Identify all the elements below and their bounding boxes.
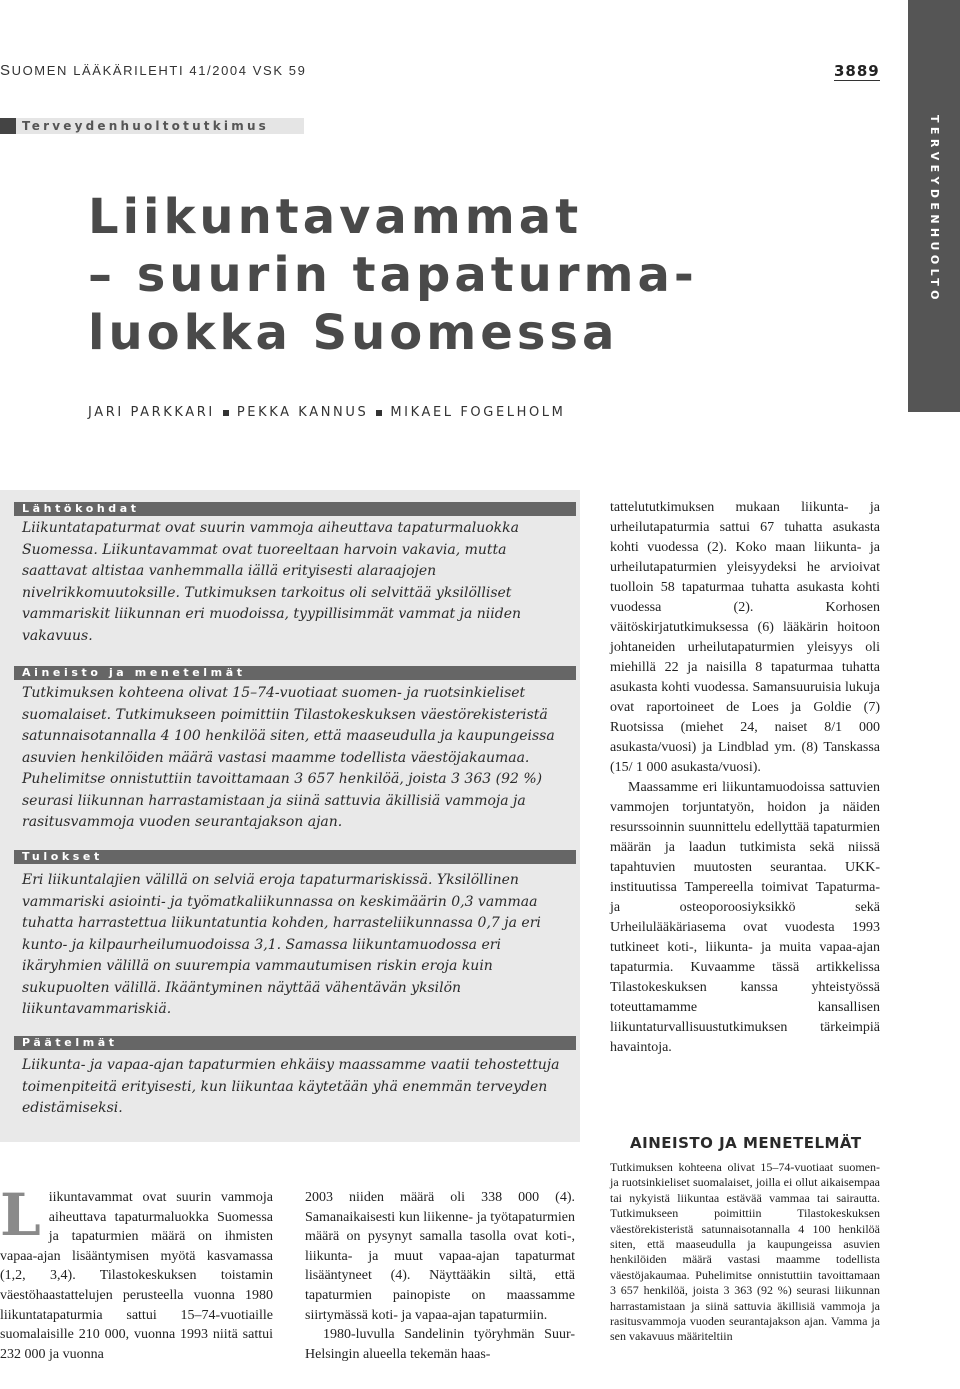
abstract-heading-methods: Aineisto ja menetelmät (14, 666, 576, 680)
side-tab-label: TERVEYDENHUOLTO (928, 114, 941, 304)
abstract-box (0, 490, 580, 1142)
title-line: – suurin tapaturma- (88, 247, 698, 303)
abstract-heading-results: Tulokset (14, 850, 576, 864)
author-list (88, 405, 565, 420)
author-name: PEKKA KANNUS (236, 405, 369, 420)
article-title (88, 188, 698, 362)
section-heading-methods: AINEISTO JA MENETELMÄT (630, 1134, 862, 1152)
side-tab (908, 0, 960, 412)
separator-square-icon (223, 410, 229, 416)
body-paragraph: tattelututkimuksen mukaan liikunta- ja urheilutapaturmia sattui 67 tuhatta asukasta kohti vuodessa (2). Koko maan liikunta- ja urheilutapaturmien yleisyydeksi he arvioivat tuolloin 58 tapaturmaa tuhatta asukasta kohti vuodessa (2). Korhosen väitöskirjatutkimuksessa (6) lääkärin hoitoon johtaneiden urheilutapaturmien yleisyys oli miehillä 22 ja naisilla 8 tapaturmaa tuhatta asukasta kohti vuodessa. Samansuuruisia lukuja ovat raportoineet de Loes ja Goldie (7) Ruotsissa (miehet 24, naiset 8/1 000 asukasta/vuosi) ja Lindblad ym. (8) Tanskassa (15/ 1 000 asukasta/vuosi). (610, 500, 880, 775)
body-paragraph: Maassamme eri liikuntamuodoissa sattuvien vammojen torjuntatyön, hoidon ja näiden resurssoinnin suunnittelu edellyttää tapaturmien määrän ja laadun tutkimista sekä niissä tapahtuvien muutosten seurantaa. UKK-instituutissa Tampereella toimivat Tapaturma- ja osteoporoosiyksikkö sekä Urheilulääkäriasema ovat vuodesta 1993 tutkineet koti-, liikunta- ja muita vapaa-ajan tapaturmia. Kuvaamme tässä artikkelissa Tilastokeskuksen kanssa yhteistyössä toteuttamamme kansallisen liikuntaturvallisuustutkimuksen tärkeimpiä havaintoja. (610, 780, 880, 1055)
abstract-heading-conclusions: Päätelmät (14, 1036, 576, 1050)
body-column-right (610, 498, 880, 1058)
abstract-heading-background: Lähtökohdat (14, 502, 576, 516)
section-label: Terveydenhuoltotutkimus (22, 119, 270, 133)
body-paragraph: 1980-luvulla Sandelinin työryhmän Suur-Helsingin alueella tekemän haas- (305, 1327, 575, 1362)
page-number: 3889 (834, 62, 880, 80)
drop-cap: L (0, 1181, 41, 1249)
abstract-text-methods: Tutkimuksen kohteena olivat 15–74-vuotiaat suomen- ja ruotsinkieliset suomalaiset. Tutkimukseen poimittiin Tilastokeskuksen väestörekisteristä satunnaisotannalla 4 100 henkilöä siten, että maaseudulla ja kaupungeissa asuvien henkilöiden määrä vastasi maamme todellista väestöjakaumaa. Puhelimitse onnistuttiin tavoittamaan 3 657 henkilöä, joista 3 363 (92 %) seurasi liikunnan harrastamistaan ja siinä sattuvia äkillisiä vammoja ja rasitusvammoja vuoden seurantajakson ajan. (22, 685, 555, 830)
section-marker-icon (0, 118, 16, 134)
section-band (0, 118, 304, 134)
body-column-middle (305, 1188, 575, 1364)
body-paragraph-methods: Tutkimuksen kohteena olivat 15–74-vuotiaat suomen- ja ruotsinkieliset suomalaiset, joilla ei ollut aikaisempaa tai nykyistä liikuntaa estävää vammaa tai sairautta. Tutkimukseen poimittiin Tilastokeskuksen väestörekisteristä satunnaisotannalla 4 100 henkilöä siten, että maaseudulla ja kaupungeissa asuvien henkilöiden määrä vastasi maamme todellista väestöjakaumaa. Puhelimitse onnistuttiin tavoittamaan 3 657 henkilöä, joista 3 363 (92 %) seurasi liikunnan harrastamistaan ja siinä sattuvia äkillisiä vammoja ja rasitusvammoja vuoden seurantajakson ajan. Vamma ja sen vakavuus määriteltiin (610, 1160, 880, 1344)
title-line: Liikuntavammat (88, 189, 583, 245)
body-column-left (0, 1181, 273, 1364)
body-paragraph: 2003 niiden määrä oli 338 000 (4). Samanaikaisesti kun liikenne- ja työtapaturmien määrä on pysynyt samalla tasolla ovat koti-, liikunta- ja muut vapaa-ajan tapaturmat lisääntyneet (4). Näyttääkin siltä, että tapaturmien painopiste on maassamme siirtymässä koti- ja vapaa-ajan tapaturmiin. (305, 1190, 575, 1323)
journal-header (0, 62, 306, 79)
page-number-underline (834, 80, 880, 81)
abstract-text-conclusions: Liikunta- ja vapaa-ajan tapaturmien ehkäisy maassamme vaatii tehostettuja toimenpiteitä erityisesti, kun liikuntaa käytetään yhä enemmän terveyden edistämiseksi. (22, 1057, 560, 1116)
author-name: JARI PARKKARI (88, 405, 215, 420)
journal-header-initial: S (0, 62, 12, 79)
body-paragraph-text: iikuntavammat ovat suurin vammoja aiheuttava tapaturmaluokka Suomessa ja tapaturmien määrä on ihmisten vapaa-ajan lisääntymisen myötä kasvamassa (1,2, 3,4). Tilastokeskuksen toistamin väestöhaastattelujen perusteella vuonna 1980 liikuntatapaturmia sattui 15–74-vuotiaille suomalaisille 210 000, vuonna 1993 niitä sattui 232 000 ja vuonna (0, 1190, 273, 1362)
separator-square-icon (376, 410, 382, 416)
body-paragraph (0, 1181, 273, 1364)
title-line: luokka Suomessa (88, 305, 619, 361)
abstract-text-results: Eri liikuntalajien välillä on selviä eroja tapaturmariskissä. Yksilöllinen vammariski asiointi- ja työmatkaliikunnassa on keskimäärin 0,3 vammaa tuhatta harrastettua liikuntatuntia kohden, harrasteliikunnassa 0,7 ja eri kunto- ja kilpaurheilumuodoissa 3,1. Samassa liikuntamuodossa eri ikäryhmien välillä on suurempia vammautumisen riskin eroja kuin sukupuolten välillä. Ikääntyminen näyttää vähentävän yksilön liikuntavammariskiä. (22, 872, 541, 1017)
journal-header-text: UOMEN LÄÄKÄRILEHTI 41/2004 VSK 59 (11, 63, 307, 78)
abstract-text-background: Liikuntatapaturmat ovat suurin vammoja aiheuttava tapaturmaluokka Suomessa. Liikuntavammat ovat tuoreeltaan harvoin vakavia, mutta saattavat altistaa vanhemmalla iällä erityisesti alaraajojen nivelrikkomuutoksille. Tutkimuksen tarkoitus oli selvittää yksilölliset vammariskit liikunnan eri muodoissa, tyypillisimmät vammat ja niiden vakavuus. (22, 520, 521, 644)
author-name: MIKAEL FOGELHOLM (390, 405, 566, 420)
